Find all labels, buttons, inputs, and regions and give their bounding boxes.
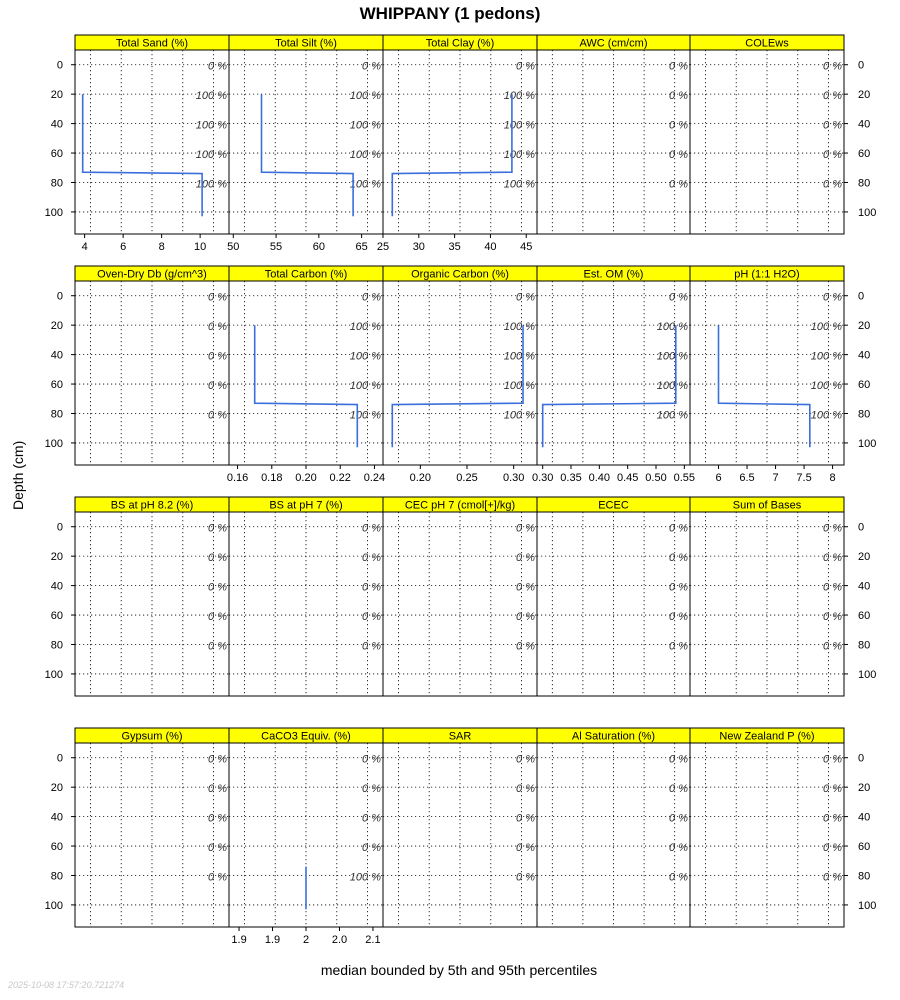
- x-tick-label: 0.30: [531, 472, 554, 484]
- percent-label: 0 %: [516, 581, 535, 594]
- percent-label: 0 %: [669, 783, 688, 796]
- y-tick-label: 80: [858, 408, 871, 421]
- x-tick-label: 40: [484, 241, 497, 253]
- percent-label: 0 %: [669, 149, 688, 162]
- percent-label: 0 %: [669, 812, 688, 825]
- panel: [45, 266, 229, 465]
- percent-label: 0 %: [362, 753, 381, 766]
- panel-title: CaCO3 Equiv. (%): [261, 730, 351, 743]
- percent-label: 100 %: [503, 350, 535, 363]
- y-tick-label: 60: [50, 610, 63, 623]
- percent-label: 0 %: [823, 149, 842, 162]
- percent-label: 0 %: [362, 640, 381, 653]
- x-tick-label: 1.9: [231, 934, 247, 946]
- y-tick-label: 40: [50, 580, 63, 593]
- percent-label: 0 %: [208, 321, 227, 334]
- panel: [229, 497, 383, 696]
- y-tick-label: 60: [858, 148, 871, 161]
- percent-label: 100 %: [810, 350, 842, 363]
- percent-label: 100 %: [349, 380, 381, 393]
- y-tick-label: 40: [50, 811, 63, 824]
- y-tick-label: 20: [50, 551, 63, 564]
- chart-title: WHIPPANY (1 pedons): [359, 4, 541, 23]
- percent-label: 0 %: [362, 783, 381, 796]
- percent-label: 0 %: [823, 552, 842, 565]
- x-tick-label: 0.20: [409, 472, 432, 484]
- y-tick-label: 100: [858, 668, 877, 681]
- percent-label: 0 %: [669, 842, 688, 855]
- percent-label: 0 %: [516, 842, 535, 855]
- percent-label: 0 %: [208, 380, 227, 393]
- percent-label: 0 %: [823, 178, 842, 191]
- percent-label: 0 %: [516, 611, 535, 624]
- y-tick-label: 20: [50, 782, 63, 795]
- panel-title: Total Sand (%): [115, 37, 189, 50]
- percent-label: 0 %: [516, 552, 535, 565]
- x-tick-label: 0.16: [226, 472, 249, 484]
- percent-label: 0 %: [823, 581, 842, 594]
- percent-label: 0 %: [208, 871, 227, 884]
- percent-label: 0 %: [208, 291, 227, 304]
- x-tick-label: 6.5: [739, 472, 755, 484]
- x-tick-label: 7: [772, 472, 779, 484]
- y-tick-label: 0: [56, 521, 63, 534]
- x-tick-label: 50: [227, 241, 240, 253]
- percent-label: 0 %: [823, 640, 842, 653]
- percent-label: 100 %: [195, 119, 227, 132]
- y-tick-label: 100: [44, 437, 63, 450]
- y-tick-label: 60: [858, 379, 871, 392]
- percent-label: 0 %: [208, 581, 227, 594]
- y-tick-label: 60: [858, 841, 871, 854]
- panel: [537, 497, 690, 696]
- x-tick-label: 8: [158, 241, 165, 253]
- percent-label: 100 %: [503, 119, 535, 132]
- x-tick-label: 0.24: [363, 472, 386, 484]
- percent-label: 100 %: [349, 409, 381, 422]
- percent-label: 0 %: [823, 90, 842, 103]
- median-line: [719, 325, 810, 447]
- y-tick-label: 60: [50, 379, 63, 392]
- percent-label: 0 %: [208, 552, 227, 565]
- y-tick-label: 0: [858, 290, 865, 303]
- percent-label: 0 %: [669, 640, 688, 653]
- percent-label: 0 %: [823, 60, 842, 73]
- percent-label: 0 %: [516, 640, 535, 653]
- percent-label: 0 %: [823, 812, 842, 825]
- y-tick-label: 100: [858, 206, 877, 219]
- percent-label: 100 %: [349, 149, 381, 162]
- x-tick-label: 60: [312, 241, 325, 253]
- panel-title: Total Clay (%): [425, 37, 495, 50]
- panel-title: Al Saturation (%): [571, 730, 656, 743]
- x-tick-label: 45: [520, 241, 533, 253]
- panel-title: Total Silt (%): [275, 37, 337, 50]
- percent-label: 100 %: [349, 321, 381, 334]
- percent-label: 0 %: [669, 90, 688, 103]
- percent-label: 0 %: [362, 60, 381, 73]
- percent-label: 100 %: [810, 380, 842, 393]
- percent-label: 0 %: [669, 611, 688, 624]
- panel-title: pH (1:1 H2O): [734, 268, 800, 281]
- percent-label: 0 %: [362, 522, 381, 535]
- panel-title: BS at pH 7 (%): [269, 499, 343, 512]
- percent-label: 0 %: [208, 842, 227, 855]
- percent-label: 0 %: [362, 552, 381, 565]
- x-tick-label: 10: [194, 241, 207, 253]
- y-tick-label: 20: [858, 89, 871, 102]
- panel: [45, 497, 229, 696]
- percent-label: 0 %: [823, 291, 842, 304]
- x-tick-label: 7.5: [796, 472, 812, 484]
- y-tick-label: 0: [858, 59, 865, 72]
- panel: [383, 728, 537, 927]
- panel: [377, 35, 537, 253]
- y-tick-label: 0: [56, 290, 63, 303]
- y-tick-label: 80: [50, 177, 63, 190]
- percent-label: 0 %: [823, 753, 842, 766]
- percent-label: 100 %: [195, 178, 227, 191]
- x-tick-label: 0.55: [673, 472, 696, 484]
- y-tick-label: 100: [44, 206, 63, 219]
- percent-label: 100 %: [810, 321, 842, 334]
- y-tick-label: 100: [44, 899, 63, 912]
- percent-label: 0 %: [208, 409, 227, 422]
- y-tick-label: 80: [50, 870, 63, 883]
- x-tick-label: 1.9: [264, 934, 281, 946]
- percent-label: 100 %: [503, 149, 535, 162]
- percent-label: 0 %: [516, 753, 535, 766]
- x-tick-label: 6: [715, 472, 722, 484]
- panel: [537, 35, 690, 234]
- panel: [383, 266, 537, 484]
- panel: [383, 497, 537, 696]
- percent-label: 0 %: [208, 522, 227, 535]
- y-axis-label: Depth (cm): [10, 440, 26, 510]
- percent-label: 0 %: [669, 178, 688, 191]
- x-tick-label: 2: [302, 934, 310, 946]
- y-tick-label: 20: [858, 551, 871, 564]
- percent-label: 100 %: [810, 409, 842, 422]
- y-tick-label: 60: [50, 148, 63, 161]
- percent-label: 0 %: [208, 640, 227, 653]
- panel-title: Oven-Dry Db (g/cm^3): [97, 268, 207, 281]
- y-tick-label: 80: [858, 639, 871, 652]
- percent-label: 0 %: [823, 119, 842, 132]
- x-tick-label: 0.30: [502, 472, 525, 484]
- percent-label: 100 %: [656, 409, 688, 422]
- x-tick-label: 6: [120, 241, 127, 253]
- x-tick-label: 2.0: [331, 934, 348, 946]
- x-tick-label: 0.22: [329, 472, 351, 484]
- y-tick-label: 40: [50, 349, 63, 362]
- percent-label: 0 %: [669, 753, 688, 766]
- percent-label: 100 %: [349, 350, 381, 363]
- percent-label: 0 %: [823, 611, 842, 624]
- y-tick-label: 100: [44, 668, 63, 681]
- x-tick-label: 0.45: [616, 472, 639, 484]
- x-tick-label: 25: [376, 241, 390, 253]
- percent-label: 0 %: [669, 291, 688, 304]
- y-tick-label: 100: [858, 437, 877, 450]
- percent-label: 100 %: [349, 90, 381, 103]
- y-tick-label: 40: [858, 580, 871, 593]
- percent-label: 100 %: [503, 409, 535, 422]
- panel-title: Total Carbon (%): [264, 268, 348, 281]
- percent-label: 0 %: [208, 753, 227, 766]
- percent-label: 100 %: [349, 871, 381, 884]
- percent-label: 100 %: [349, 119, 381, 132]
- percent-label: 0 %: [362, 291, 381, 304]
- y-tick-label: 0: [858, 521, 865, 534]
- y-tick-label: 20: [50, 320, 63, 333]
- percent-label: 100 %: [195, 90, 227, 103]
- y-tick-label: 60: [50, 841, 63, 854]
- y-tick-label: 20: [50, 89, 63, 102]
- panel: [45, 728, 229, 927]
- x-tick-label: 8: [829, 472, 836, 484]
- panel-title: COLEws: [745, 37, 789, 50]
- percent-label: 100 %: [195, 149, 227, 162]
- y-tick-label: 40: [50, 118, 63, 131]
- percent-label: 0 %: [669, 581, 688, 594]
- y-tick-label: 20: [858, 782, 871, 795]
- percent-label: 100 %: [656, 321, 688, 334]
- percent-label: 0 %: [516, 291, 535, 304]
- y-tick-label: 80: [50, 639, 63, 652]
- panel-title: Sum of Bases: [732, 499, 802, 512]
- percent-label: 0 %: [823, 783, 842, 796]
- panel: [537, 728, 690, 927]
- y-tick-label: 40: [858, 118, 871, 131]
- percent-label: 100 %: [349, 178, 381, 191]
- y-tick-label: 40: [858, 811, 871, 824]
- panel: [690, 266, 876, 484]
- panel: [690, 497, 876, 696]
- panel-title: CEC pH 7 (cmol[+]/kg): [404, 499, 516, 512]
- median-line: [83, 94, 202, 216]
- timestamp: 2025-10-08 17:57:20.721274: [8, 980, 125, 990]
- median-line: [392, 94, 512, 216]
- panel: [45, 35, 229, 253]
- panel-title: BS at pH 8.2 (%): [110, 499, 194, 512]
- y-tick-label: 100: [858, 899, 877, 912]
- percent-label: 0 %: [516, 60, 535, 73]
- x-tick-label: 4: [81, 241, 88, 253]
- panel: [532, 266, 695, 484]
- panel-title: SAR: [448, 730, 472, 743]
- percent-label: 0 %: [669, 552, 688, 565]
- x-tick-label: 2.1: [365, 934, 381, 946]
- panel: [227, 35, 383, 253]
- percent-label: 0 %: [362, 611, 381, 624]
- x-tick-label: 0.35: [560, 472, 582, 484]
- percent-label: 0 %: [362, 581, 381, 594]
- panel-title: Gypsum (%): [121, 730, 183, 743]
- panel-title: AWC (cm/cm): [579, 37, 648, 50]
- y-tick-label: 0: [858, 752, 865, 765]
- percent-label: 0 %: [208, 611, 227, 624]
- panel: [229, 728, 383, 946]
- y-tick-label: 80: [858, 177, 871, 190]
- panel: [690, 728, 876, 927]
- y-tick-label: 60: [858, 610, 871, 623]
- x-tick-label: 30: [412, 241, 425, 253]
- percent-label: 0 %: [516, 783, 535, 796]
- percent-label: 100 %: [503, 90, 535, 103]
- percent-label: 0 %: [208, 783, 227, 796]
- x-tick-label: 0.40: [588, 472, 611, 484]
- panel-title: Organic Carbon (%): [411, 268, 509, 281]
- y-tick-label: 0: [56, 59, 63, 72]
- y-tick-label: 0: [56, 752, 63, 765]
- percent-label: 0 %: [362, 812, 381, 825]
- percent-label: 0 %: [208, 350, 227, 363]
- percent-label: 0 %: [516, 812, 535, 825]
- median-line: [262, 94, 354, 216]
- median-line: [255, 325, 358, 447]
- x-tick-label: 0.25: [456, 472, 478, 484]
- y-tick-label: 20: [858, 320, 871, 333]
- x-tick-label: 55: [269, 241, 283, 253]
- y-tick-label: 80: [50, 408, 63, 421]
- percent-label: 0 %: [669, 871, 688, 884]
- x-tick-label: 35: [448, 241, 461, 253]
- panel: [227, 266, 385, 484]
- y-tick-label: 40: [858, 349, 871, 362]
- percent-label: 0 %: [823, 842, 842, 855]
- percent-label: 0 %: [516, 871, 535, 884]
- x-tick-label: 0.20: [295, 472, 317, 484]
- percent-label: 0 %: [823, 871, 842, 884]
- percent-label: 100 %: [503, 321, 535, 334]
- percent-label: 0 %: [208, 812, 227, 825]
- panel-title: New Zealand P (%): [719, 730, 815, 743]
- percent-label: 0 %: [208, 60, 227, 73]
- percent-label: 0 %: [516, 522, 535, 535]
- percent-label: 0 %: [669, 522, 688, 535]
- percent-label: 100 %: [656, 380, 688, 393]
- y-tick-label: 80: [858, 870, 871, 883]
- percent-label: 0 %: [669, 119, 688, 132]
- x-tick-label: 0.50: [645, 472, 667, 484]
- x-tick-label: 0.18: [261, 472, 283, 484]
- percent-label: 0 %: [669, 60, 688, 73]
- panel-title: ECEC: [598, 499, 629, 512]
- x-tick-label: 65: [355, 241, 368, 253]
- x-axis-label: median bounded by 5th and 95th percentiles: [320, 962, 598, 978]
- percent-label: 100 %: [656, 350, 688, 363]
- percent-label: 100 %: [503, 380, 535, 393]
- percent-label: 0 %: [362, 842, 381, 855]
- panel-title: Est. OM (%): [583, 268, 644, 281]
- percent-label: 0 %: [823, 522, 842, 535]
- percent-label: 100 %: [503, 178, 535, 191]
- panel: [690, 35, 876, 234]
